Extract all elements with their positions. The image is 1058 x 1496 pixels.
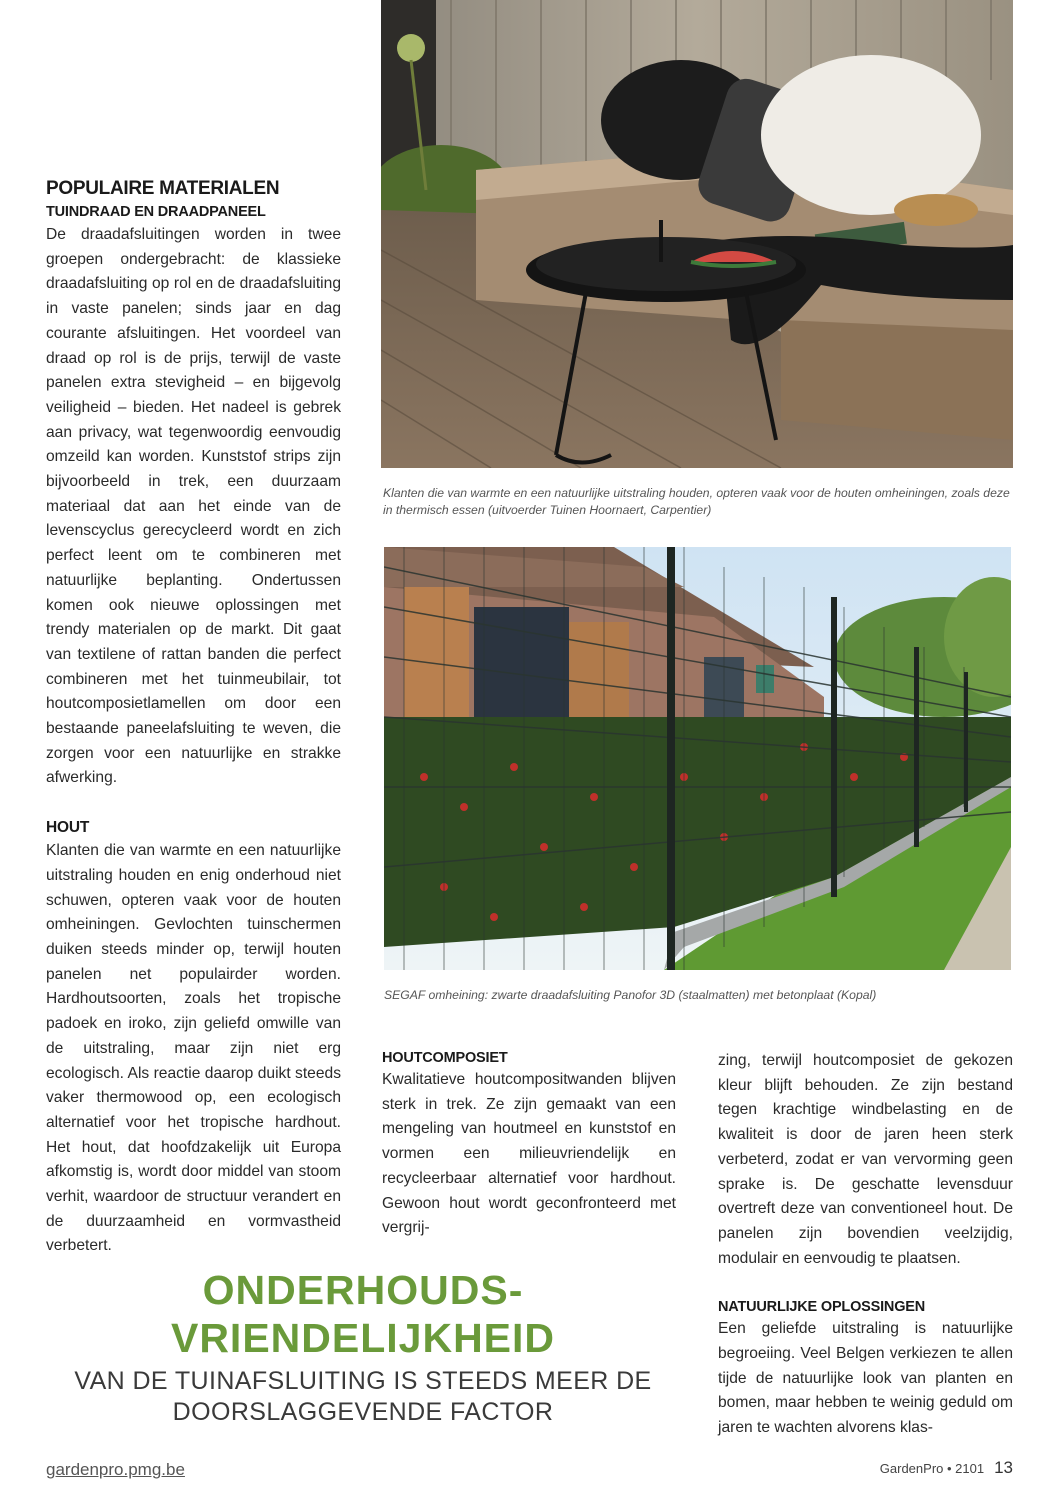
garden-bench-illustration [381,0,1013,468]
pull-quote [60,1266,666,1428]
heading-houtcomposiet: HOUTCOMPOSIET [382,1050,508,1066]
paragraph-hout: Klanten die van warmte en een natuurlijke uitstraling houden en enig onderhoud niet schuwen, opteren vaak voor de houten omheiningen. Gevlochten tuinschermen duiken steeds minder op, terwijl houten panelen net populairder worden. Hardhoutsoorten, zoals het tropische padoek en iroko, zijn geliefd omwille van de uitstraling, maar zijn niet erg ecologisch. Als reactie daarop duikt steeds vaker thermowood op, een ecologisch alternatief voor het tropische hardhout. Het hout, dat hoofdzakelijk uit Europa afkomstig is, wordt door middel van stoom verhit, waardoor de structuur verandert en de duurzaamheid en vormvastheid verbetert. [46,842,341,1255]
photo-garden-bench [381,0,1013,468]
middle-column [382,1050,676,1241]
paragraph-houtcomposiet-cont: zing, terwijl houtcomposiet de gekozen kleur blijft behouden. Ze zijn bestand tegen krachtige windbelasting en de kwaliteit is door de jaren heen sterk verbeterd, zodat er van vervorming geen sprake is. De geschatte levensduur overtreft deze van conventioneel hout. De panelen zijn bovendien veelzijdig, modulair en eenvoudig te plaatsen. [718,1052,1013,1267]
heading-natuurlijke-oplossingen: NATUURLIJKE OPLOSSINGEN [718,1299,926,1316]
photo2-caption: SEGAF omheining: zwarte draadafsluiting Panofor 3D (staalmatten) met betonplaat (Kopal) [384,988,877,1002]
left-column [46,178,341,1259]
photo1-caption: Klanten die van warmte en een natuurlijke uitstraling houden, opteren vaak voor de houten omheiningen, zoals deze in thermisch essen (uitvoerder Tuinen Hoornaert, Carpentier) [383,486,1010,517]
footer-right [880,1458,1013,1478]
pull-quote-line1: ONDERHOUDS- [202,1267,524,1313]
pull-quote-line2: VRIENDELIJKHEID [170,1315,556,1361]
page-number: 13 [994,1458,1013,1477]
paragraph-natuurlijke: Een geliefde uitstraling is natuurlijke begroeiing. Veel Belgen verkiezen te allen tijde de natuurlijke look van planten en bomen, maar hebben te weinig geduld om jaren te wachten alvorens klas- [718,1320,1013,1437]
paragraph-draad: De draadafsluitingen worden in twee groepen ondergebracht: de klassieke draadafsluiting op rol en de draadafsluiting in vaste panelen; sinds jaar en dag courante afsluitingen. Het voordeel van draad op rol is de prijs, terwijl de vaste panelen extra stevigheid – en bijgevolg veiligheid – bieden. Het nadeel is gebrek aan privacy, wat tegenwoordig eenvoudig omzeild kan worden. Kunststof strips zijn bijvoorbeeld in trek, een duurzaam materiaal dat aan het einde van de levenscyclus gerecycleerd wordt en zich perfect leent om te combineren met natuurlijke beplanting. Ondertussen komen ook nieuwe oplossingen met trendy materialen op de markt. Dit gaat van textilene of rattan banden die perfect combineren met het tuinmeubilair, tot houtcomposietlamellen om door een bestaande paneelafsluiting te weven, die zorgen voor een natuurlijke en strakke afwerking. [46,226,341,787]
section-heading: POPULAIRE MATERIALEN [46,178,280,199]
heading-hout: HOUT [46,819,90,837]
right-column [718,1049,1013,1441]
pull-quote-line4: DOORSLAGGEVENDE FACTOR [172,1398,554,1426]
subheading: TUINDRAAD EN DRAADPANEEL [46,204,266,220]
paragraph-houtcomposiet: Kwalitatieve houtcompositwanden blijven sterk in trek. Ze zijn gemaakt van een mengeling van houtmeel en kunststof en vormen een milieuvriendelijk en recycleerbaar alternatief voor hardhout. Gewoon hout wordt geconfronteerd met vergrij- [382,1071,676,1237]
magazine-issue: GardenPro • 2101 [879,1461,985,1476]
fence-illustration [384,547,1011,970]
pull-quote-line3: VAN DE TUINAFSLUITING IS STEEDS MEER DE [74,1367,652,1395]
footer-url-link[interactable]: gardenpro.pmg.be [46,1460,185,1479]
photo-fence [384,547,1011,970]
